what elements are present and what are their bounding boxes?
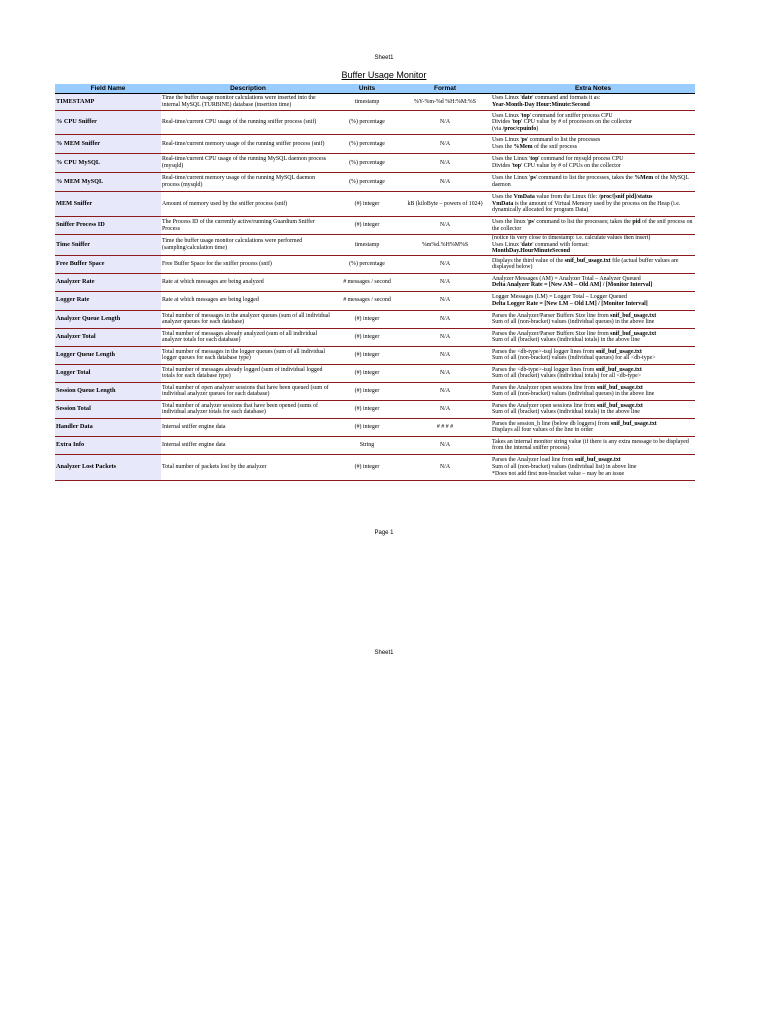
extra-notes-cell: [491, 382, 695, 400]
note-line: Uses the VmData value from the Linux file: /proc/[snif pid]/status: [492, 194, 653, 201]
note-line: Uses the %Mem of the snif process: [492, 144, 578, 150]
header-description: Description: [230, 85, 266, 92]
note-line: Sum of all (non-bracket) values (individual queues) for all <db-type>: [492, 355, 656, 362]
extra-notes-cell: [491, 173, 695, 192]
note-line: MonthDay.HourMinuteSecond: [492, 248, 571, 255]
units-cell: (#) integer: [354, 463, 380, 470]
format-cell: # # # #: [436, 423, 454, 430]
field-name-cell: Analyzer Queue Length: [55, 310, 161, 328]
note-line: Parses the Analyzer/Parser Buffers Size line from snif_buf_usage.txt: [492, 312, 657, 319]
format-cell: N/A: [439, 260, 451, 267]
header-extra-notes: Extra Notes: [574, 85, 612, 92]
format-cell: kB (kiloByte – powers of 1024): [407, 200, 483, 207]
description-cell: Real-time/current CPU usage of the running MySQL daemon process (mysqld): [162, 156, 327, 169]
units-cell: (#) integer: [354, 369, 380, 376]
extra-notes-cell: [491, 436, 695, 454]
table-row: [55, 235, 695, 256]
note-line: Displays all four values of the line in order: [492, 427, 594, 434]
table-row: [55, 328, 695, 346]
note-line: Uses Linux 'date' command with format:: [492, 241, 589, 248]
note-line: (via /proc/cpuinfo): [492, 125, 539, 132]
note-line: Displays the third value of the snif_buf_usage.txt file (actual buffer values are displayed below): [492, 257, 679, 271]
table-row: [55, 255, 695, 273]
note-line: Uses Linux 'ps' command to list the processes: [492, 137, 601, 144]
description-cell: Amount of memory used by the sniffer process (snif): [162, 200, 288, 207]
document-title: Buffer Usage Monitor: [341, 70, 427, 80]
description-cell: Time the buffer usage monitor calculations were performed (sampling/calculation time): [162, 238, 303, 251]
field-name-cell: % CPU MySQL: [55, 154, 161, 173]
sheet-label-bottom: Sheet1: [374, 650, 394, 656]
extra-notes-cell: [491, 328, 695, 346]
units-cell: (#) integer: [354, 333, 380, 340]
extra-notes-cell: [491, 346, 695, 364]
format-cell: N/A: [439, 405, 451, 412]
field-name-cell: TIMESTAMP: [55, 94, 161, 111]
note-line: (notice its very close to timestamp: i.e. calculate values then insert): [492, 235, 651, 241]
units-cell: (%) percentage: [349, 119, 385, 126]
units-cell: (#) integer: [354, 315, 380, 322]
units-cell: (#) integer: [354, 222, 380, 229]
note-line: Sum of all (non-bracket) values (individual list) in above line: [492, 463, 637, 470]
extra-notes-cell: [491, 235, 695, 256]
extra-notes-cell: [491, 135, 695, 154]
units-cell: timestamp: [354, 98, 380, 105]
field-name-cell: Free Buffer Space: [55, 255, 161, 273]
units-cell: (#) integer: [354, 351, 380, 358]
description-cell: Free Buffer Space for the sniffer process (snif): [162, 260, 272, 267]
units-cell: (%) percentage: [349, 140, 385, 147]
note-line: Parses the session_h line (below db loggers) from snif_buf_usage.txt: [492, 420, 657, 427]
format-cell: N/A: [439, 159, 451, 166]
field-name-cell: % MEM MySQL: [55, 173, 161, 192]
buffer-usage-table: [55, 84, 695, 481]
note-line: Sum of all (bracket) values (individual totals) for all <db-type>: [492, 373, 642, 380]
note-line: *Does not add first non-bracket value – may be an issue: [492, 470, 625, 477]
extra-notes-cell: [491, 273, 695, 291]
units-cell: (#) integer: [354, 387, 380, 394]
extra-notes-cell: [491, 418, 695, 436]
format-cell: N/A: [439, 278, 451, 285]
description-cell: Total number of messages in the analyzer queues (sum of all individual analyzer queues for each database): [162, 312, 330, 326]
table-row: [55, 94, 695, 111]
units-cell: (%) percentage: [349, 159, 385, 166]
format-cell: N/A: [439, 463, 451, 470]
note-line: Delta Logger Rate = [New LM – Old LM] / [Monitor Interval]: [492, 300, 648, 307]
field-name-cell: Analyzer Total: [55, 328, 161, 346]
note-line: Uses the linux 'ps' command to list the processes; takes the pid of the snif process on the collector: [492, 218, 693, 232]
note-line: Logger Messages (LM) = Logger Total – Logger Queued: [492, 294, 627, 301]
format-cell: N/A: [439, 315, 451, 322]
note-line: Uses Linux 'top' command for sniffer process CPU: [492, 112, 613, 119]
description-cell: Internal sniffer engine data: [162, 441, 226, 448]
table-row: [55, 310, 695, 328]
table-row: [55, 173, 695, 192]
format-cell: N/A: [439, 441, 451, 448]
note-line: Parses the <db-type>-tsql logger lines from snif_buf_usage.txt: [492, 366, 642, 373]
format-cell: N/A: [439, 333, 451, 340]
field-name-cell: Logger Total: [55, 364, 161, 382]
note-line: Takes an internal monitor string value (if there is any extra message to be displayed from the internal sniffer process): [492, 438, 689, 452]
note-line: Parses the Analyzer open sessions line from snif_buf_usage.txt: [492, 384, 643, 391]
note-line: Sum of all (non-bracket) values (individual queues) in the above line: [492, 319, 655, 326]
description-cell: Real-time/current memory usage of the running MySQL daemon process (mysqld): [162, 175, 316, 188]
field-name-cell: Logger Queue Length: [55, 346, 161, 364]
format-cell: N/A: [439, 119, 451, 126]
description-cell: Total number of messages in the logger queues (sum of all individual logger queues for each database type): [162, 348, 326, 362]
field-name-cell: Sniffer Process ID: [55, 217, 161, 235]
table-row: [55, 273, 695, 291]
table-row: [55, 346, 695, 364]
field-name-cell: Analyzer Rate: [55, 273, 161, 291]
note-line: Sum of all (non-bracket) values (individual queues) in the above line: [492, 391, 655, 398]
note-line: Divides 'top' CPU value by # of CPUs on the collector: [492, 163, 621, 169]
description-cell: Total number of open analyzer sessions that have been queued (sum of individual analyzer queues for each database): [162, 384, 329, 398]
table-row: [55, 382, 695, 400]
table-row: [55, 364, 695, 382]
units-cell: (#) integer: [354, 423, 380, 430]
field-name-cell: MEM Sniffer: [55, 192, 161, 217]
extra-notes-cell: [491, 111, 695, 135]
format-cell: N/A: [439, 369, 451, 376]
description-cell: Real-time/current memory usage of the running sniffer process (snif): [162, 140, 325, 147]
note-line: Parses the Analyzer open sessions line from snif_buf_usage.txt: [492, 402, 643, 409]
extra-notes-cell: [491, 154, 695, 173]
note-line: Sum of all (bracket) values (individual totals) in the above line: [492, 337, 640, 344]
field-name-cell: Handler Data: [55, 418, 161, 436]
table-row: [55, 217, 695, 235]
format-cell: N/A: [439, 222, 451, 229]
format-cell: N/A: [439, 297, 451, 304]
sheet-label-top: Sheet1: [374, 55, 394, 61]
units-cell: (#) integer: [354, 405, 380, 412]
description-cell: Rate at which messages are being analyzed: [162, 278, 264, 285]
extra-notes-cell: [491, 255, 695, 273]
extra-notes-cell: [491, 400, 695, 418]
description-cell: Rate at which messages are being logged: [162, 297, 259, 304]
field-name-cell: Session Queue Length: [55, 382, 161, 400]
field-name-cell: Logger Rate: [55, 291, 161, 310]
note-line: Parses the Analyzer/Parser Buffers Size line from snif_buf_usage.txt: [492, 330, 657, 337]
table-row: [55, 400, 695, 418]
data-table: [55, 93, 695, 481]
extra-notes-cell: [491, 454, 695, 480]
field-name-cell: % MEM Sniffer: [55, 135, 161, 154]
extra-notes-cell: [491, 364, 695, 382]
extra-notes-cell: [491, 291, 695, 310]
header-row: [55, 84, 695, 93]
note-line: Delta Analyzer Rate = [New AM – Old AM] / [Monitor Interval]: [492, 282, 653, 289]
field-name-cell: Extra Info: [55, 436, 161, 454]
note-line: VmData is the amount of Virtual Memory used by the process on the Heap (i.e. dynamically allocated for program Data): [492, 200, 681, 214]
description-cell: Total number of messages already analyzed (sum of all individual analyzer totals for each database): [162, 330, 318, 344]
extra-notes-cell: [491, 217, 695, 235]
units-cell: (#) integer: [354, 200, 380, 207]
table-row: [55, 192, 695, 217]
units-cell: timestamp: [354, 241, 380, 248]
note-line: Sum of all (bracket) values (individual totals) in the above line: [492, 409, 640, 416]
units-cell: (%) percentage: [349, 178, 385, 185]
description-cell: The Process ID of the currently active/running Guardium Sniffer Process: [162, 218, 315, 232]
description-cell: Total number of messages already logged (sum of individual logged totals for each database type): [162, 366, 323, 380]
format-cell: N/A: [439, 178, 451, 185]
note-line: Analyzer Messages (AM) = Analyzer Total – Analyzer Queued: [492, 275, 641, 282]
note-line: Uses the Linux 'ps' command to list the processes, takes the %Mem of the MySQL daemon: [492, 175, 689, 188]
description-cell: Internal sniffer engine data: [162, 423, 226, 430]
table-row: [55, 111, 695, 135]
table-row: [55, 436, 695, 454]
extra-notes-cell: [491, 310, 695, 328]
format-cell: %Y-%m-%d %H:%M:%S: [413, 98, 476, 105]
description-cell: Real-time/current CPU usage of the running sniffer process (snif): [162, 119, 317, 126]
note-line: Uses Linux 'date' command and formats it as:: [492, 95, 601, 102]
units-cell: (%) percentage: [349, 260, 385, 267]
table-row: [55, 454, 695, 480]
units-cell: # messages / second: [343, 297, 391, 304]
note-line: Parses the <db-type>-tsql logger lines from snif_buf_usage.txt: [492, 348, 642, 355]
field-name-cell: Analyzer Lost Packets: [55, 454, 161, 480]
units-cell: # messages / second: [343, 278, 391, 285]
note-line: Parses the Analyzer load line from snif_buf_usage.txt: [492, 457, 621, 464]
extra-notes-cell: [491, 94, 695, 111]
table-row: [55, 154, 695, 173]
units-cell: String: [359, 441, 375, 448]
format-cell: N/A: [439, 351, 451, 358]
note-line: Uses the Linux 'top' command for mysqld process CPU: [492, 156, 624, 163]
table-row: [55, 418, 695, 436]
format-cell: N/A: [439, 140, 451, 147]
note-line: Divides 'top' CPU value by # of processors on the collector: [492, 119, 632, 126]
page-number: Page 1: [374, 530, 394, 536]
description-cell: Total number of analyzer sessions that have been opened (sums of individual analyzer totals for each database): [162, 402, 318, 416]
header-units: Units: [358, 85, 376, 92]
header-field-name: Field Name: [90, 85, 126, 92]
field-name-cell: % CPU Sniffer: [55, 111, 161, 135]
format-cell: %m%d.%H%M%S: [421, 241, 469, 248]
header-format: Format: [433, 85, 457, 92]
extra-notes-cell: [491, 192, 695, 217]
field-name-cell: Time Sniffer: [55, 235, 161, 256]
description-cell: Time the buffer usage monitor calculations were inserted into the internal MySQL (TURBINE) database (insertion time): [162, 95, 316, 108]
table-row: [55, 135, 695, 154]
field-name-cell: Session Total: [55, 400, 161, 418]
table-row: [55, 291, 695, 310]
description-cell: Total number of packets lost by the analyzer: [162, 463, 267, 470]
format-cell: N/A: [439, 387, 451, 394]
note-line: Year-Month-Day Hour:Minute:Second: [492, 102, 590, 108]
